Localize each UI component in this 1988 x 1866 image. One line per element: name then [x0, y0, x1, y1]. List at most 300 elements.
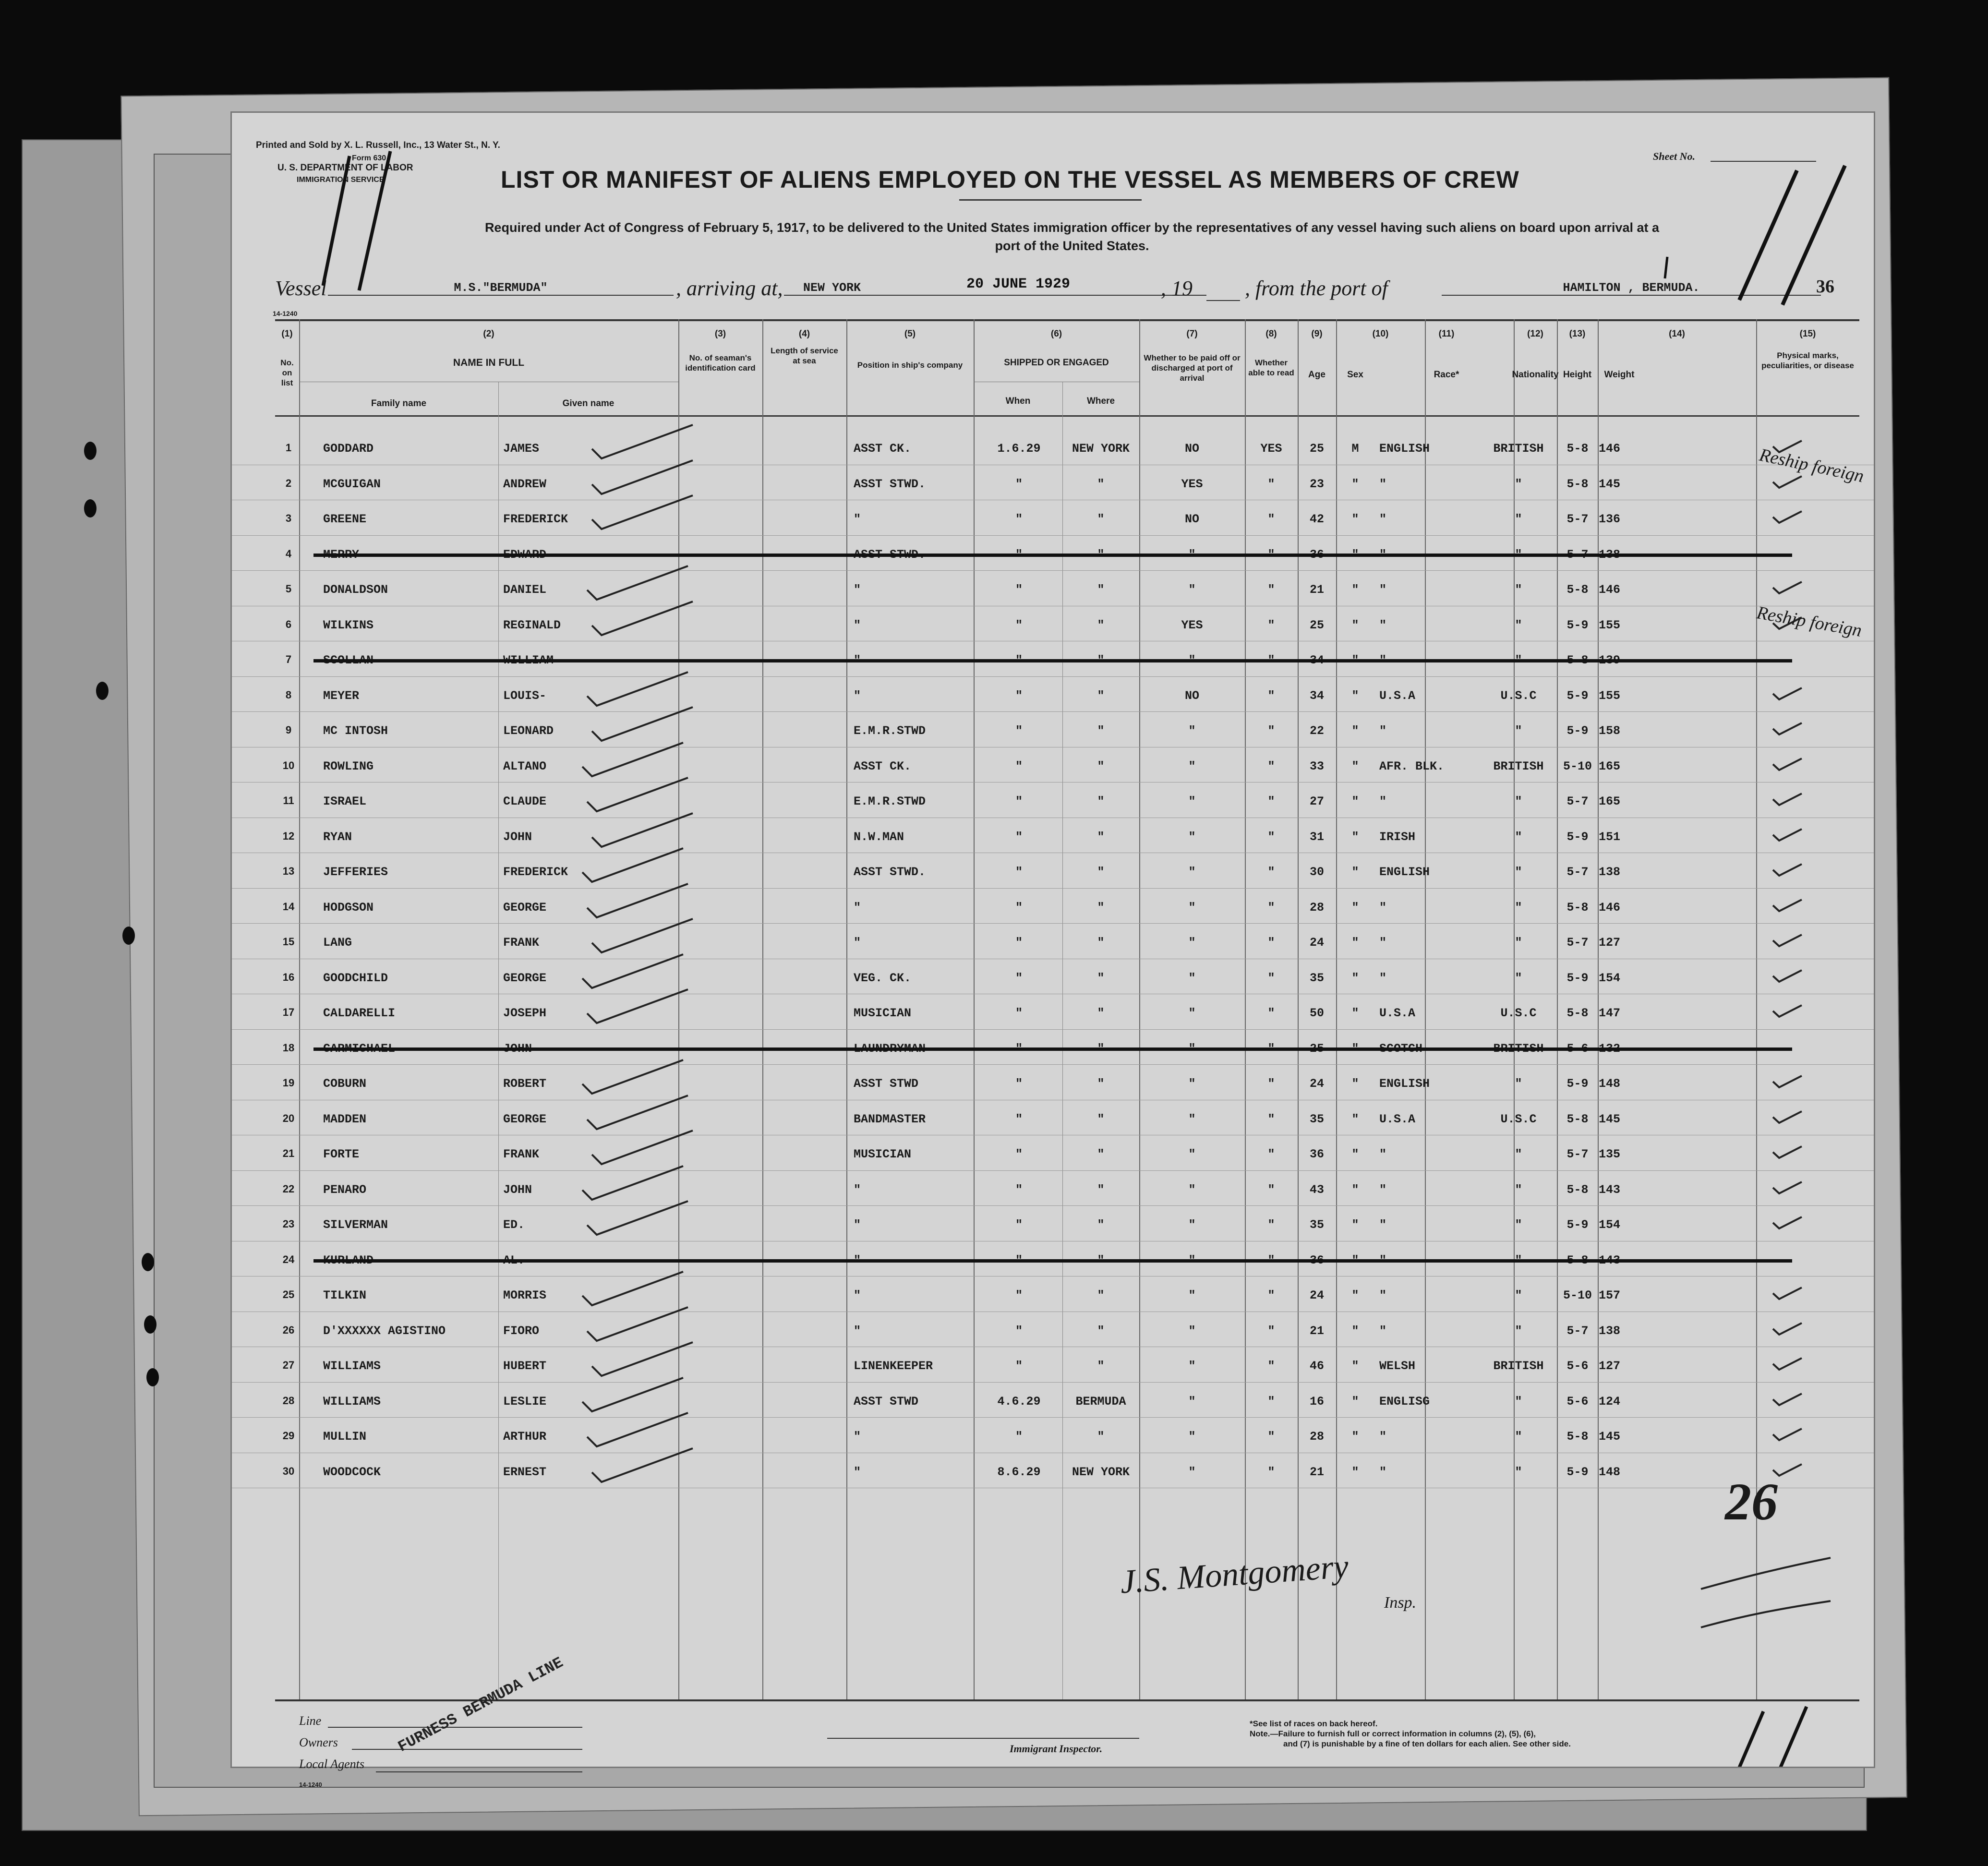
position: " [854, 618, 861, 632]
departure-port: HAMILTON , BERMUDA. [1442, 281, 1821, 296]
race: U.S.A [1379, 1006, 1416, 1020]
row-number: 2 [285, 477, 292, 489]
nationality: " [1515, 1465, 1522, 1479]
sex: M [1351, 442, 1359, 456]
race: ENGLISG [1379, 1394, 1430, 1409]
family-name: ROWLING [323, 759, 374, 773]
given-name: GEORGE [503, 971, 547, 985]
row-number: 30 [282, 1465, 295, 1477]
age: 33 [1309, 759, 1324, 773]
able-to-read: " [1267, 795, 1275, 808]
family-name: WILLIAMS [323, 1359, 381, 1373]
nationality: U.S.C [1500, 688, 1537, 703]
weight: 155 [1599, 618, 1621, 632]
inspector-line [827, 1738, 1139, 1739]
manifest-page: Printed and Sold by X. L. Russell, Inc., 13 Water St., N. Y. Form 630 U. S. DEPARTMENT OF LABOR IMMIGRATION SERVICE Sheet No. LIST OR MANIFEST OF ALIENS EMPLOYED ON THE VESSEL AS MEMBERS OF CREW Required under Act of Congress of February 5, 1917, to be delivered to the United States immigration officer by the representatives of any vessel having such aliens on board upon arrival at a port of the United States. Vessel M.S."BERMUDA" , arriving at, NEW YORK 20 JUNE 1929 , 19 , from the port of HAMILTON , BERMUDA. 36 14-1240 (1) No. on list (2) NAME IN FULL Family name Given name (3) No. of seaman's identification card (4) Length of service at sea (5) Position in ship's company (6) SHIPPED OR ENGAGED When Where (7) Whether to be paid off or discharged at port of arrival (8) Whether able to read (9) Age (10) Sex (11) Race* (12) Nationality (13) Height (14) Weight (15) Physical marks, peculiarities, or disease 1 GODDARD JAMES ASST CK. 1.6.29 NEW YORK NO YES 25 M ENGLISH BRITISH 5-8 146 2 MCGUIGAN ANDREW ASST STWD. " " YES " 23 " " " 5-8 145 3 GREENE FREDERICK " " " NO " 42 " " " 5-7 136 4 5 DONALDSON DANIEL " " " " " 21 " " " 5-8 146 6 WILKINS REGINALD " " " YES " 25 " " " 5-9 155 7 8 MEYER LOUIS- " " " NO " 34 " U.S.A U.S.C 5-9 155 9 MC INTOSH LEONARD E.M.R.STWD " " " " 22 " " " 5-9 158 10 ROWLING ALTANO ASST CK. " " " " 33 " AFR. BLK. BRITISH 5-10 165 11 ISRAEL CLAUDE E.M.R.STWD " " " " 27 " " " 5-7 165 12 RYAN JOHN N.W.MAN " " " " 31 " IRISH " 5-9 151 13 JEFFERIES FREDERICK ASST STWD. " " " " 30 " ENGLISH " 5-7 138 14 HODGSON GEORGE " " " " " 28 " " " 5-8 146 15 LANG FRANK " " " " " 24 " " " 5-7 127 16 GOODCHILD GEORGE VEG. CK. " " " " 35 " " " 5-9 154 17 CALDARELLI JOSEPH MUSICIAN " " " " 50 " U.S.A U.S.C 5-8 147 18 19 COBURN ROBERT ASST STWD " " " " 24 " ENGLISH " 5-9 148 20 MADDEN GEORGE BANDMASTER " " " " 35 " U.S.A U.S.C 5-8 145 21 FORTE FRANK MUSICIAN " " " " 36 " " " 5-7 135 22 PENARO JOHN " " " " " 43 " " " 5-8 143 23 SILVERMAN ED. " " " " " 35 " " " 5-9 154 24 25 TILKIN MORRIS " " " " " 24 " " " 5-10 157 26 D'XXXXXX AGISTINO FIORO " " " " " 21 " " " 5-7 138 27 WILLIAMS HUBERT LINENKEEPER " " " " 46 " WELSH BRITISH 5-6 127 28 WILLIAMS LESLIE ASST STWD 4.6.29 BERMUDA " " 16 " ENGLISG " 5-6 124 29 MULLIN ARTHUR " " " " " 28 " " " 5-8 145 30 WOODCOCK ERNEST " 8.6.29 NEW YORK " " 21 " " " 5-9 148 Reship foreign Reship foreign 26 J.S. Montgomery Insp. Line Owners Local Agents FURNESS BERMUDA LINE 14-1240 Immigrant Inspector. *See list of races on back hereof. Note.—Failure to furnish full or correct information in columns (2), (5), (6), and (7) is punishable by a fine of ten dollars for each alien. See other side. [230, 111, 1875, 1768]
nationality: " [1515, 865, 1522, 879]
weight: 154 [1599, 971, 1621, 985]
race: " [1379, 900, 1387, 915]
inspector-label: Immigrant Inspector. [1010, 1743, 1103, 1755]
position: " [854, 936, 861, 950]
row-number: 16 [282, 971, 295, 983]
paid-off: " [1188, 971, 1196, 985]
given-name: JAMES [503, 442, 540, 456]
family-name: LANG [323, 936, 352, 950]
paid-off: YES [1181, 618, 1203, 632]
row-number: 3 [285, 512, 292, 524]
paid-off: " [1188, 1006, 1196, 1020]
able-to-read: " [1267, 1430, 1275, 1444]
height: 5-8 [1566, 442, 1589, 456]
family-name: DONALDSON [323, 583, 388, 597]
nationality: BRITISH [1493, 759, 1544, 773]
shipped-when: " [1015, 477, 1023, 491]
shipped-where: " [1097, 1112, 1105, 1126]
family-name: COBURN [323, 1077, 367, 1091]
family-name: GREENE [323, 512, 367, 526]
position: ASST STWD. [854, 477, 926, 491]
family-name: SILVERMAN [323, 1218, 388, 1232]
arriving-label: , arriving at, [676, 277, 783, 300]
position: " [854, 688, 861, 703]
shipped-where: " [1097, 936, 1105, 950]
position: ASST STWD [854, 1077, 919, 1091]
family-name: MULLIN [323, 1430, 367, 1444]
row-number: 20 [282, 1112, 295, 1124]
row-number: 19 [282, 1077, 295, 1089]
position: " [854, 1430, 861, 1444]
weight: 165 [1599, 795, 1621, 808]
weight: 135 [1599, 1147, 1621, 1161]
sex: " [1351, 1006, 1359, 1020]
position: " [854, 583, 861, 597]
year-label: , 19 [1161, 277, 1193, 300]
given-name: ERNEST [503, 1465, 547, 1479]
age: 28 [1309, 900, 1324, 915]
sex: " [1351, 1359, 1359, 1373]
sex: " [1351, 971, 1359, 985]
date-stamp: 20 JUNE 1929 [966, 276, 1071, 292]
height: 5-8 [1566, 900, 1589, 915]
age: 24 [1309, 1077, 1324, 1091]
sex: " [1351, 1112, 1359, 1126]
row-number: 7 [285, 653, 292, 665]
able-to-read: " [1267, 1112, 1275, 1126]
nationality: " [1515, 936, 1522, 950]
race: " [1379, 1218, 1387, 1232]
shipped-when: 8.6.29 [997, 1465, 1041, 1479]
weight: 124 [1599, 1394, 1621, 1409]
shipped-when: " [1015, 795, 1023, 808]
height: 5-8 [1566, 1112, 1589, 1126]
row-number: 6 [285, 618, 292, 630]
height: 5-7 [1566, 865, 1589, 879]
height: 5-6 [1566, 1359, 1589, 1373]
given-name: ALTANO [503, 759, 547, 773]
row-number: 28 [282, 1394, 295, 1407]
shipped-when: " [1015, 724, 1023, 738]
position: LINENKEEPER [854, 1359, 933, 1373]
sex: " [1351, 865, 1359, 879]
able-to-read: " [1267, 477, 1275, 491]
service: IMMIGRATION SERVICE [297, 176, 385, 184]
row-number: 15 [282, 936, 295, 948]
family-name: WILLIAMS [323, 1394, 381, 1409]
position: ASST STWD [854, 1394, 919, 1409]
weight: 146 [1599, 900, 1621, 915]
shipped-where: " [1097, 1218, 1105, 1232]
height: 5-10 [1563, 759, 1592, 773]
given-name: FIORO [503, 1324, 540, 1338]
shipped-where: " [1097, 583, 1105, 597]
row-number: 9 [285, 724, 292, 736]
family-name: GOODCHILD [323, 971, 388, 985]
age: 42 [1309, 512, 1324, 526]
shipped-when: " [1015, 971, 1023, 985]
inspector-signature: J.S. Montgomery [1119, 1548, 1350, 1601]
age: 46 [1309, 1359, 1324, 1373]
race: " [1379, 1288, 1387, 1302]
nationality: " [1515, 1077, 1522, 1091]
family-name: RYAN [323, 830, 352, 844]
position: BANDMASTER [854, 1112, 926, 1126]
shipped-when: 1.6.29 [997, 442, 1041, 456]
position: " [854, 512, 861, 526]
given-name: JOSEPH [503, 1006, 547, 1020]
shipped-when: 4.6.29 [997, 1394, 1041, 1409]
owners-field [352, 1749, 582, 1750]
shipped-where: BERMUDA [1075, 1394, 1126, 1409]
race: WELSH [1379, 1359, 1416, 1373]
sex: " [1351, 688, 1359, 703]
weight: 147 [1599, 1006, 1621, 1020]
given-name: FRANK [503, 1147, 540, 1161]
age: 50 [1309, 1006, 1324, 1020]
paid-off: " [1188, 1182, 1196, 1197]
paid-off: " [1188, 1112, 1196, 1126]
form-code: 14-1240 [273, 310, 298, 317]
race: " [1379, 1324, 1387, 1338]
race: " [1379, 1147, 1387, 1161]
nationality: " [1515, 1218, 1522, 1232]
paid-off: NO [1184, 688, 1199, 703]
given-name: MORRIS [503, 1288, 547, 1302]
weight: 127 [1599, 936, 1621, 950]
shipped-where: " [1097, 688, 1105, 703]
able-to-read: " [1267, 759, 1275, 773]
shipped-where: " [1097, 1288, 1105, 1302]
weight: 148 [1599, 1077, 1621, 1091]
shipped-where: " [1097, 1006, 1105, 1020]
given-name: ROBERT [503, 1077, 547, 1091]
shipped-when: " [1015, 1359, 1023, 1373]
weight: 143 [1599, 1182, 1621, 1197]
height: 5-7 [1566, 936, 1589, 950]
vessel-label: Vessel [275, 277, 327, 300]
age: 23 [1309, 477, 1324, 491]
able-to-read: " [1267, 512, 1275, 526]
height: 5-7 [1566, 512, 1589, 526]
sex: " [1351, 477, 1359, 491]
able-to-read: " [1267, 1006, 1275, 1020]
department: U. S. DEPARTMENT OF LABOR [277, 163, 413, 173]
height: 5-9 [1566, 830, 1589, 844]
line-label: Line [299, 1714, 322, 1728]
family-name: JEFFERIES [323, 865, 388, 879]
shipped-where: " [1097, 795, 1105, 808]
nationality: " [1515, 1430, 1522, 1444]
shipped-when: " [1015, 865, 1023, 879]
given-name: JOHN [503, 1182, 532, 1197]
shipped-when: " [1015, 512, 1023, 526]
printer-credit: Printed and Sold by X. L. Russell, Inc., 13 Water St., N. Y. [256, 140, 500, 150]
paid-off: YES [1181, 477, 1203, 491]
nationality: U.S.C [1500, 1112, 1537, 1126]
height: 5-9 [1566, 1218, 1589, 1232]
paid-off: " [1188, 865, 1196, 879]
height: 5-9 [1566, 724, 1589, 738]
shipped-when: " [1015, 1288, 1023, 1302]
age: 25 [1309, 618, 1324, 632]
sex: " [1351, 936, 1359, 950]
height: 5-8 [1566, 1006, 1589, 1020]
shipped-when: " [1015, 1077, 1023, 1091]
height: 5-8 [1566, 1182, 1589, 1197]
race: ENGLISH [1379, 1077, 1430, 1091]
shipped-when: " [1015, 618, 1023, 632]
handwriting-layer [232, 113, 1874, 1767]
shipped-when: " [1015, 1147, 1023, 1161]
family-name: FORTE [323, 1147, 360, 1161]
nationality: " [1515, 830, 1522, 844]
height: 5-6 [1566, 1394, 1589, 1409]
height: 5-8 [1566, 477, 1589, 491]
weight: 127 [1599, 1359, 1621, 1373]
given-name: LEONARD [503, 724, 554, 738]
position: MUSICIAN [854, 1006, 912, 1020]
given-name: HUBERT [503, 1359, 547, 1373]
able-to-read: " [1267, 1359, 1275, 1373]
shipped-where: " [1097, 759, 1105, 773]
race: AFR. BLK. [1379, 759, 1445, 773]
row-number: 27 [282, 1359, 295, 1371]
sex: " [1351, 1182, 1359, 1197]
row-number: 29 [282, 1430, 295, 1442]
height: 5-7 [1566, 1324, 1589, 1338]
height: 5-10 [1563, 1288, 1592, 1302]
paid-off: " [1188, 795, 1196, 808]
paid-off: " [1188, 936, 1196, 950]
family-name: GODDARD [323, 442, 374, 456]
sex: " [1351, 1218, 1359, 1232]
paid-off: " [1188, 1430, 1196, 1444]
height: 5-9 [1566, 1077, 1589, 1091]
able-to-read: " [1267, 1218, 1275, 1232]
family-name: MEYER [323, 688, 360, 703]
sex: " [1351, 759, 1359, 773]
position: " [854, 900, 861, 915]
sex: " [1351, 618, 1359, 632]
family-name: WILKINS [323, 618, 374, 632]
nationality: " [1515, 1288, 1522, 1302]
weight: 158 [1599, 724, 1621, 738]
position: ASST STWD. [854, 865, 926, 879]
shipped-when: " [1015, 583, 1023, 597]
able-to-read: " [1267, 1324, 1275, 1338]
sex: " [1351, 795, 1359, 808]
height: 5-9 [1566, 688, 1589, 703]
given-name: JOHN [503, 830, 532, 844]
shipped-where: NEW YORK [1072, 442, 1130, 456]
age: 27 [1309, 795, 1324, 808]
weight: 154 [1599, 1218, 1621, 1232]
local-agents-field [376, 1771, 582, 1772]
weight: 157 [1599, 1288, 1621, 1302]
weight: 145 [1599, 1430, 1621, 1444]
race: U.S.A [1379, 1112, 1416, 1126]
shipped-where: " [1097, 477, 1105, 491]
row-number: 5 [285, 583, 292, 595]
nationality: " [1515, 971, 1522, 985]
age: 35 [1309, 1112, 1324, 1126]
height: 5-7 [1566, 1147, 1589, 1161]
nationality: " [1515, 1394, 1522, 1409]
nationality: " [1515, 477, 1522, 491]
family-name: MADDEN [323, 1112, 367, 1126]
given-name: GEORGE [503, 1112, 547, 1126]
age: 24 [1309, 1288, 1324, 1302]
row-number: 11 [283, 795, 294, 807]
position: ASST CK. [854, 759, 912, 773]
able-to-read: " [1267, 688, 1275, 703]
given-name: LOUIS- [503, 688, 547, 703]
weight: 146 [1599, 442, 1621, 456]
shipped-when: " [1015, 1324, 1023, 1338]
page-title: LIST OR MANIFEST OF ALIENS EMPLOYED ON THE VESSEL AS MEMBERS OF CREW [501, 166, 1519, 193]
nationality: " [1515, 724, 1522, 738]
position: " [854, 1465, 861, 1479]
position: MUSICIAN [854, 1147, 912, 1161]
position: " [854, 1324, 861, 1338]
age: 31 [1309, 830, 1324, 844]
paid-off: " [1188, 1077, 1196, 1091]
race: " [1379, 1430, 1387, 1444]
total-count: 26 [1725, 1472, 1778, 1531]
sex: " [1351, 1288, 1359, 1302]
shipped-where: " [1097, 512, 1105, 526]
shipped-where: " [1097, 1147, 1105, 1161]
nationality: " [1515, 1147, 1522, 1161]
able-to-read: " [1267, 936, 1275, 950]
race: " [1379, 512, 1387, 526]
race: " [1379, 724, 1387, 738]
able-to-read: " [1267, 1394, 1275, 1409]
nationality: " [1515, 1324, 1522, 1338]
family-name: WOODCOCK [323, 1465, 381, 1479]
able-to-read: " [1267, 724, 1275, 738]
reship-note-row2: Reship foreign [1758, 445, 1866, 487]
able-to-read: " [1267, 1465, 1275, 1479]
race: IRISH [1379, 830, 1416, 844]
age: 30 [1309, 865, 1324, 879]
given-name: ED. [503, 1218, 525, 1232]
row-number: 14 [282, 900, 295, 913]
subtitle: Required under Act of Congress of February 5, 1917, to be delivered to the United States immigration officer by the representatives of any vessel having such aliens on board upon arrival at a port of the United States. [484, 220, 1660, 253]
family-name: PENARO [323, 1182, 367, 1197]
sex: " [1351, 1077, 1359, 1091]
able-to-read: " [1267, 971, 1275, 985]
family-name: MC INTOSH [323, 724, 388, 738]
nationality: U.S.C [1500, 1006, 1537, 1020]
row-number: 13 [282, 865, 295, 877]
owners-label: Owners [299, 1735, 338, 1749]
age: 35 [1309, 971, 1324, 985]
position: N.W.MAN [854, 830, 904, 844]
paid-off: " [1188, 724, 1196, 738]
able-to-read: " [1267, 830, 1275, 844]
row-number: 26 [282, 1324, 295, 1336]
weight: 165 [1599, 759, 1621, 773]
weight: 136 [1599, 512, 1621, 526]
height: 5-8 [1566, 583, 1589, 597]
row-number: 17 [282, 1006, 295, 1018]
local-agents-label: Local Agents [299, 1757, 365, 1771]
given-name: REGINALD [503, 618, 561, 632]
footer-form-code: 14-1240 [299, 1781, 322, 1788]
given-name: GEORGE [503, 900, 547, 915]
row-number: 12 [282, 830, 295, 842]
race: U.S.A [1379, 688, 1416, 703]
line-stamp: FURNESS BERMUDA LINE [395, 1653, 566, 1756]
given-name: FRANK [503, 936, 540, 950]
paid-off: " [1188, 1218, 1196, 1232]
weight: 146 [1599, 583, 1621, 597]
race: " [1379, 795, 1387, 808]
shipped-where: " [1097, 1430, 1105, 1444]
family-name: ISRAEL [323, 795, 367, 808]
age: 21 [1309, 1324, 1324, 1338]
able-to-read: " [1267, 1147, 1275, 1161]
form-number: Form 630 [352, 154, 386, 162]
race: " [1379, 477, 1387, 491]
paid-off: " [1188, 759, 1196, 773]
reship-note-row6: Reship foreign [1755, 602, 1864, 641]
weight: 138 [1599, 865, 1621, 879]
sex: " [1351, 1324, 1359, 1338]
shipped-when: " [1015, 688, 1023, 703]
nationality: " [1515, 583, 1522, 597]
able-to-read: " [1267, 1288, 1275, 1302]
from-label: , from the port of [1245, 277, 1388, 300]
row-number: 10 [282, 759, 295, 771]
weight: 155 [1599, 688, 1621, 703]
able-to-read: " [1267, 583, 1275, 597]
shipped-where: " [1097, 830, 1105, 844]
shipped-when: " [1015, 1182, 1023, 1197]
shipped-where: " [1097, 900, 1105, 915]
height: 5-9 [1566, 618, 1589, 632]
given-name: CLAUDE [503, 795, 547, 808]
sex: " [1351, 724, 1359, 738]
shipped-when: " [1015, 936, 1023, 950]
height: 5-9 [1566, 971, 1589, 985]
race: " [1379, 1182, 1387, 1197]
arrival-port: NEW YORK [784, 281, 1206, 296]
shipped-where: " [1097, 1324, 1105, 1338]
given-name: ANDREW [503, 477, 547, 491]
weight: 145 [1599, 1112, 1621, 1126]
shipped-when: " [1015, 830, 1023, 844]
